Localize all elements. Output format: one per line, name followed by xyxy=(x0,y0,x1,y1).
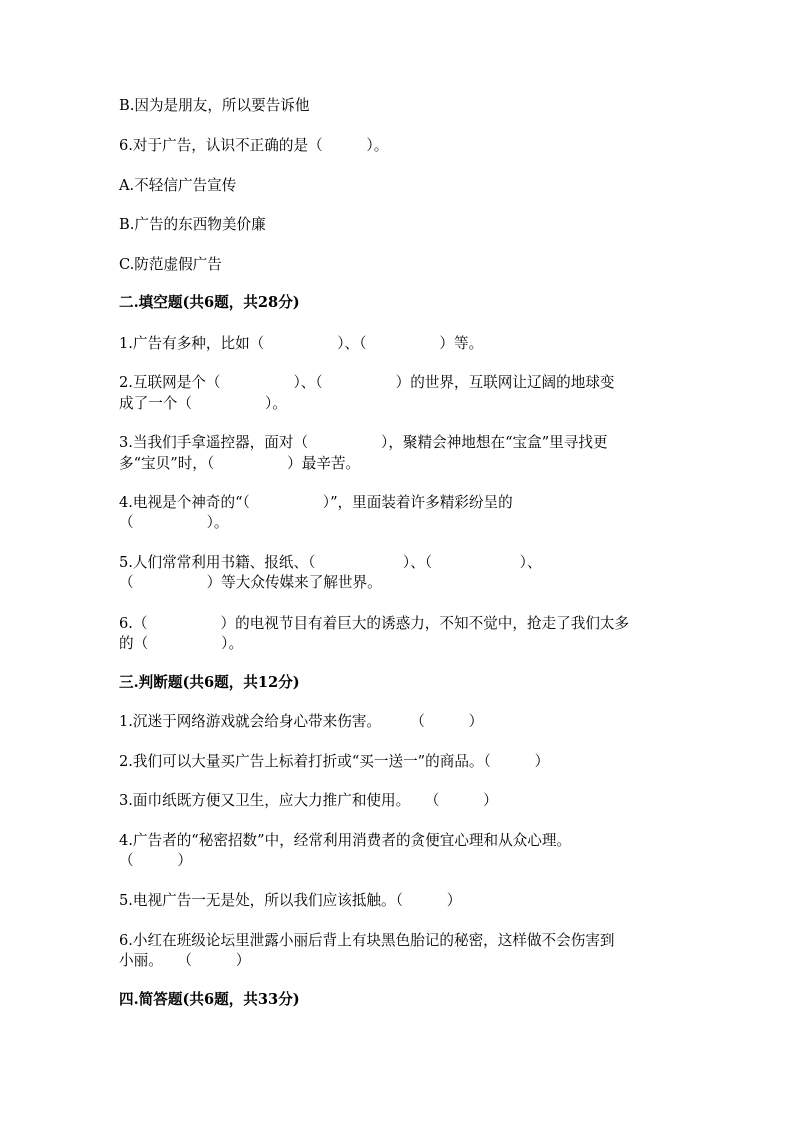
judge-q4-line1: 4.广告者的“秘密招数”中，经常利用消费者的贪便宜心理和从众心理。 xyxy=(119,832,572,849)
section-heading-judge: 三.判断题(共6题，共12分) xyxy=(119,674,300,691)
fill-q6-line2: 的（ ）。 xyxy=(119,635,244,652)
mc-q5-option-b: B.因为是朋友，所以要告诉他 xyxy=(119,97,310,114)
fill-q6-line1: 6.（ ）的电视节目有着巨大的诱惑力，不知不觉中，抢走了我们太多 xyxy=(119,615,630,632)
judge-q2: 2.我们可以大量买广告上标着打折或“买一送一”的商品。（ ） xyxy=(119,753,550,770)
mc-q6-option-c: C.防范虚假广告 xyxy=(119,256,222,273)
mc-q6-option-b: B.广告的东西物美价廉 xyxy=(119,216,266,233)
fill-q3-line2: 多“宝贝”时，（ ）最辛苦。 xyxy=(119,455,361,472)
fill-q4-line2: （ ）。 xyxy=(119,514,229,531)
fill-q2-line2: 成了一个（ ）。 xyxy=(119,395,287,412)
judge-q5: 5.电视广告一无是处，所以我们应该抵触。（ ） xyxy=(119,892,462,909)
fill-q4-line1: 4.电视是个神奇的“（ ）”，里面装着许多精彩纷呈的 xyxy=(119,494,513,511)
mc-q6-stem: 6.对于广告，认识不正确的是（ ）。 xyxy=(119,137,389,154)
judge-q1: 1.沉迷于网络游戏就会给身心带来伤害。 （ ） xyxy=(119,713,484,730)
judge-q4-line2: （ ） xyxy=(119,852,192,869)
fill-q1: 1.广告有多种，比如（ ）、（ ）等。 xyxy=(119,335,484,352)
section-heading-fill: 二.填空题(共6题，共28分) xyxy=(119,294,300,311)
judge-q3: 3.面巾纸既方便又卫生，应大力推广和使用。 （ ） xyxy=(119,792,498,809)
fill-q2-line1: 2.互联网是个（ ）、（ ）的世界，互联网让辽阔的地球变 xyxy=(119,374,615,391)
fill-q3-line1: 3.当我们手拿遥控器，面对（ ），聚精会神地想在“宝盒”里寻找更 xyxy=(119,434,608,451)
fill-q5-line1: 5.人们常常利用书籍、报纸、（ ）、（ ）、 xyxy=(119,554,542,571)
fill-q5-line2: （ ）等大众传媒来了解世界。 xyxy=(119,574,382,591)
mc-q6-option-a: A.不轻信广告宣传 xyxy=(119,177,237,194)
section-heading-essay: 四.简答题(共6题，共33分) xyxy=(119,991,300,1008)
judge-q6-line1: 6.小红在班级论坛里泄露小丽后背上有块黑色胎记的秘密，这样做不会伤害到 xyxy=(119,932,615,949)
judge-q6-line2: 小丽。 （ ） xyxy=(119,952,251,969)
